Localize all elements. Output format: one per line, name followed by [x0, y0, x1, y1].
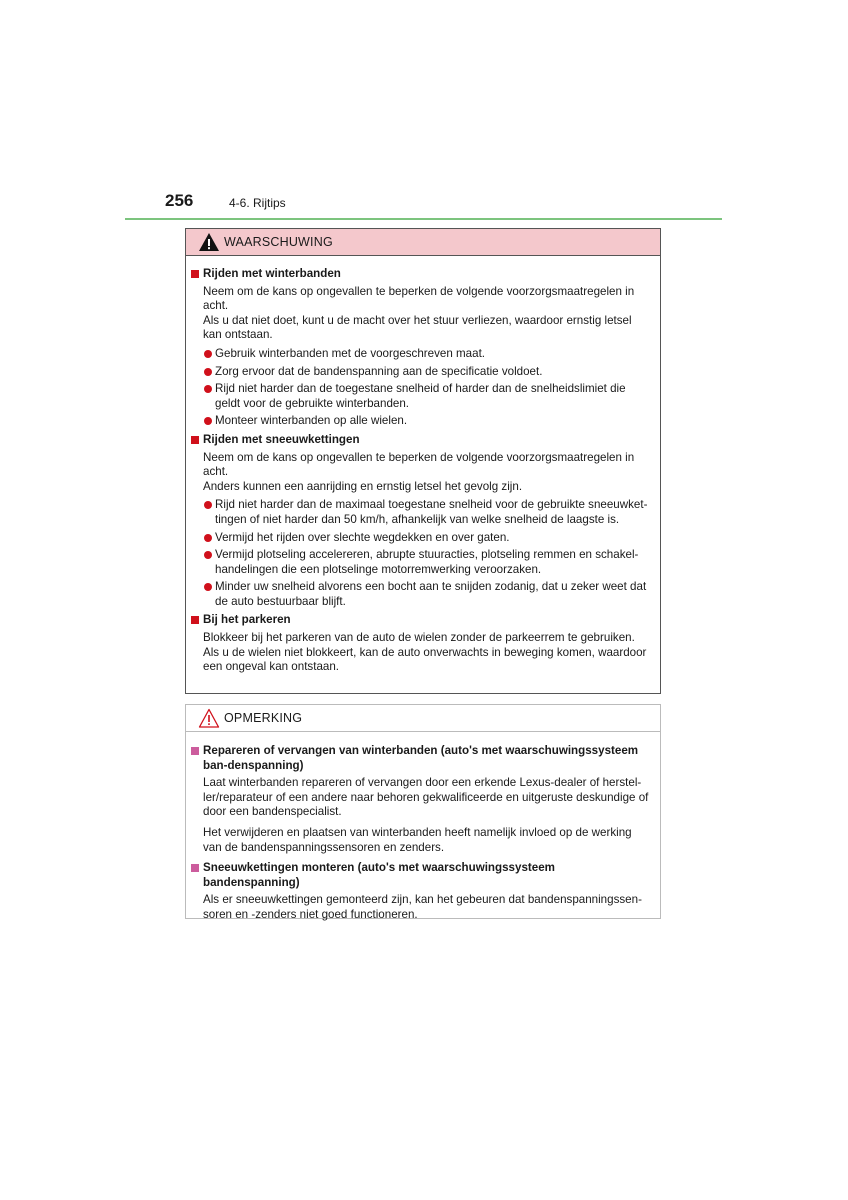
bullet-item: Rijd niet harder dan de maximaal toegestane snelheid voor de gebruikte sneeuwket-tingen of niet harder dan 50 km/h, afhankelijk van welke snelheid de laagste is.	[190, 498, 652, 527]
paragraph: Als er sneeuwkettingen gemonteerd zijn, kan het gebeuren dat bandenspanningssen-soren en -zenders niet goed functioneren.	[203, 893, 642, 921]
section-heading: Rijden met winterbanden	[190, 267, 652, 282]
section-title: 4-6. Rijtips	[229, 196, 286, 210]
section-heading: Rijden met sneeuwkettingen	[190, 433, 652, 448]
bullet-item: Monteer winterbanden op alle wielen.	[190, 414, 652, 429]
section-heading: Bij het parkeren	[190, 613, 652, 628]
bullet-item: Zorg ervoor dat de bandenspanning aan de specificatie voldoet.	[190, 365, 652, 380]
bullet-list	[190, 498, 652, 609]
paragraph: Neem om de kans op ongevallen te beperken de volgende voorzorgsmaatregelen in acht.	[203, 284, 635, 313]
caution-outline-icon	[198, 708, 220, 728]
warning-header	[186, 229, 660, 256]
paragraph: Het verwijderen en plaatsen van winterbanden heeft namelijk invloed op de werking van de bandenspanningssensoren en zenders.	[203, 825, 632, 854]
note-body	[186, 732, 660, 923]
note-header	[186, 705, 660, 732]
page-header	[125, 190, 722, 220]
note-box	[185, 704, 661, 919]
paragraph: Laat winterbanden repareren of vervangen door een erkende Lexus-dealer of herstel-ler/reparateur of een andere naar behoren gekwalificeerde en uitgeruste deskundige of door een bandenspecialist.	[203, 776, 649, 819]
warning-body	[186, 256, 660, 675]
warning-box	[185, 228, 661, 694]
section-intro	[190, 451, 652, 495]
paragraph: Blokkeer bij het parkeren van de auto de wielen zonder de parkeerrem te gebruiken. Als u de wielen niet blokkeert, kan de auto onverwachts in beweging komen, waardoor een ongeval kan ontstaan.	[203, 631, 647, 674]
bullet-item: Minder uw snelheid alvorens een bocht aan te snijden zodanig, dat u zeker weet dat de auto bestuurbaar blijft.	[190, 580, 652, 609]
bullet-item: Vermijd plotseling accelereren, abrupte stuuracties, plotseling remmen en schakel-handelingen die een plotselinge motorremwerking veroorzaken.	[190, 548, 652, 577]
bullet-list	[190, 347, 652, 429]
section-heading: Sneeuwkettingen monteren (auto's met waarschuwingssysteem bandenspanning)	[190, 861, 652, 890]
paragraph: Anders kunnen een aanrijding en ernstig letsel het gevolg zijn.	[203, 479, 523, 493]
warning-triangle-icon	[198, 232, 220, 252]
bullet-item: Vermijd het rijden over slechte wegdekken en over gaten.	[190, 531, 652, 546]
bullet-item: Rijd niet harder dan de toegestane snelheid of harder dan de snelheidslimiet die geldt voor de gebruikte winterbanden.	[190, 382, 652, 411]
page-number: 256	[165, 191, 194, 210]
section-heading: Repareren of vervangen van winterbanden (auto's met waarschuwingssysteem ban-denspanning)	[190, 744, 652, 773]
section-intro	[190, 285, 652, 343]
note-title: OPMERKING	[224, 711, 303, 725]
warning-title: WAARSCHUWING	[224, 235, 333, 249]
paragraph: Neem om de kans op ongevallen te beperken de volgende voorzorgsmaatregelen in acht.	[203, 450, 635, 479]
paragraph: Als u dat niet doet, kunt u de macht over het stuur verliezen, waardoor ernstig letsel kan ontstaan.	[203, 313, 632, 342]
bullet-item: Gebruik winterbanden met de voorgeschreven maat.	[190, 347, 652, 362]
